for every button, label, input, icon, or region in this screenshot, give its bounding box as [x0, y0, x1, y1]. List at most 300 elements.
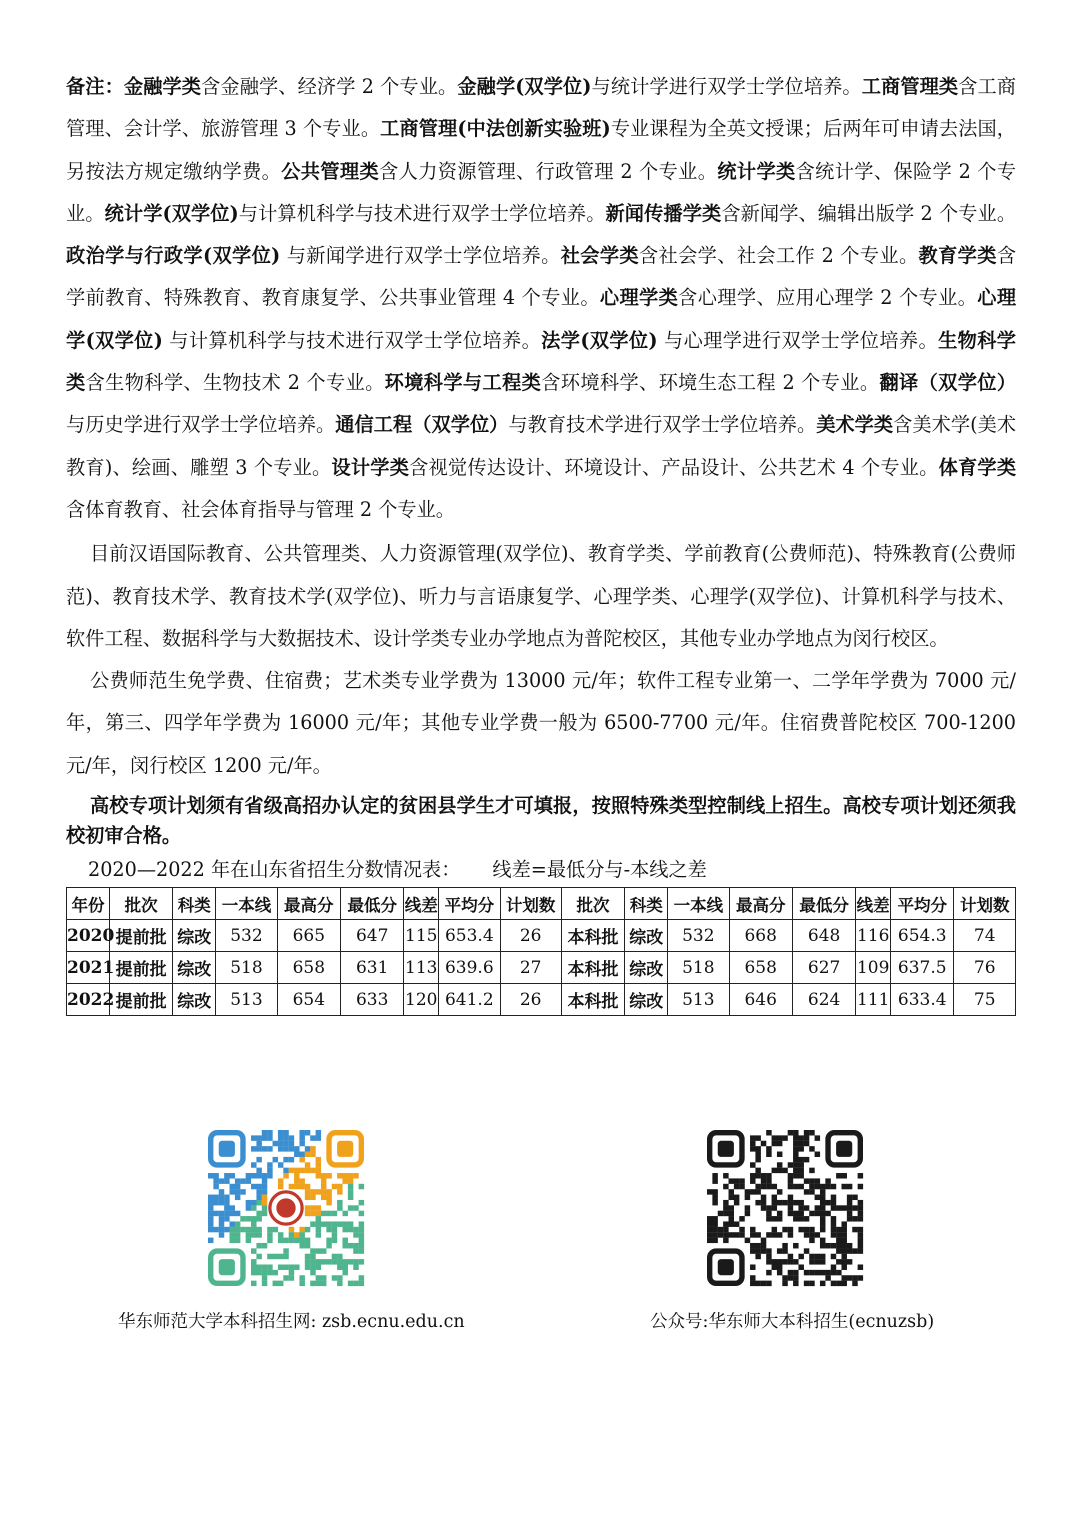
qr-module	[847, 1248, 852, 1253]
qr-module	[326, 1221, 331, 1226]
remark-term: 体育学类	[938, 455, 1017, 479]
qr-module	[847, 1205, 852, 1210]
remark-term: 统计学(双学位)	[104, 201, 239, 225]
qr-module	[831, 1221, 836, 1226]
qr-module	[798, 1141, 803, 1146]
qr-module	[219, 1195, 224, 1200]
qr-module	[841, 1275, 846, 1280]
qr-module	[278, 1141, 283, 1146]
qr-module	[332, 1227, 337, 1232]
qr-module	[745, 1189, 750, 1194]
qr-module	[772, 1141, 777, 1146]
qr-module	[831, 1200, 836, 1205]
qr-module	[213, 1200, 218, 1205]
qr-module	[788, 1173, 793, 1178]
remark-text: 含心理学、应用心理学 2 个专业。	[678, 286, 978, 310]
table-cell: 627	[792, 952, 855, 984]
table-title: 2020—2022 年在山东省招生分数情况表：	[88, 858, 461, 882]
qr-module	[342, 1173, 347, 1178]
qr-module	[262, 1211, 267, 1216]
qr-module	[815, 1259, 820, 1264]
qr-module	[353, 1227, 358, 1232]
qr-module	[745, 1238, 750, 1243]
qr-module	[251, 1281, 256, 1286]
qr-module	[305, 1205, 310, 1210]
qr-module	[788, 1259, 793, 1264]
qr-module	[321, 1178, 326, 1183]
qr-module	[804, 1189, 809, 1194]
qr-module	[289, 1135, 294, 1140]
qr-module	[299, 1152, 304, 1157]
qr-module	[299, 1168, 304, 1173]
remarks-paragraph	[66, 66, 1016, 531]
table-row	[67, 984, 1016, 1016]
qr-module	[766, 1211, 771, 1216]
remark-term: 统计学类	[717, 159, 796, 183]
qr-module	[766, 1259, 771, 1264]
qr-module	[766, 1281, 771, 1286]
qr-module	[230, 1205, 235, 1210]
remark-term: 社会学类	[560, 244, 639, 268]
qr-module	[750, 1173, 755, 1178]
qr-module	[256, 1243, 261, 1248]
qr-module	[213, 1211, 218, 1216]
qr-module	[213, 1173, 218, 1178]
qr-module	[230, 1227, 235, 1232]
table-cell: 633	[341, 984, 404, 1016]
qr-module	[342, 1270, 347, 1275]
remark-text: 与教育技术学进行双学士学位培养。	[508, 413, 817, 437]
qr-module	[256, 1135, 261, 1140]
qr-module	[208, 1173, 213, 1178]
qr-module	[235, 1195, 240, 1200]
qr-module	[256, 1173, 261, 1178]
remark-text: 含美术学(美术教育)、绘画、雕塑 3 个专业。	[66, 413, 1017, 479]
remark-text: 含新闻学、编辑出版学 2 个专业。	[721, 201, 1017, 225]
qr-module	[798, 1157, 803, 1162]
qr-module	[305, 1238, 310, 1243]
qr-module	[707, 1221, 712, 1226]
qr-module	[858, 1173, 863, 1178]
qr-module	[299, 1275, 304, 1280]
qr-module	[278, 1264, 283, 1269]
qr-module	[836, 1232, 841, 1237]
qr-module	[772, 1264, 777, 1269]
qr-module	[224, 1173, 229, 1178]
wechat-account-caption: 公众号:华东师大本科招生(ecnuzsb)	[650, 1312, 935, 1332]
qr-module	[321, 1281, 326, 1286]
qr-module	[788, 1200, 793, 1205]
qr-module	[804, 1135, 809, 1140]
qr-module	[267, 1270, 272, 1275]
qr-module	[707, 1216, 712, 1221]
remark-term: 工商管理(中法创新实验班)	[380, 117, 611, 141]
remark-term: 通信工程（双学位）	[335, 413, 509, 437]
qr-module	[353, 1205, 358, 1210]
qr-module	[820, 1200, 825, 1205]
qr-module	[273, 1227, 278, 1232]
qr-module	[359, 1238, 364, 1243]
qr-module	[305, 1189, 310, 1194]
qr-module	[342, 1238, 347, 1243]
qr-module	[723, 1221, 728, 1226]
qr-module	[316, 1130, 321, 1135]
qr-module	[337, 1200, 342, 1205]
qr-module	[858, 1264, 863, 1269]
qr-module	[793, 1259, 798, 1264]
qr-module	[337, 1189, 342, 1194]
table-cell: 647	[341, 920, 404, 952]
qr-module	[750, 1141, 755, 1146]
qr-module	[278, 1281, 283, 1286]
qr-module	[723, 1227, 728, 1232]
qr-module	[809, 1232, 814, 1237]
qr-module	[798, 1168, 803, 1173]
qr-module	[820, 1243, 825, 1248]
table-cell: 本科批	[561, 984, 624, 1016]
qr-module	[793, 1281, 798, 1286]
qr-module	[809, 1189, 814, 1194]
qr-module	[777, 1264, 782, 1269]
qr-module	[299, 1232, 304, 1237]
wechat-account-qr-code	[707, 1130, 863, 1286]
qr-module	[777, 1259, 782, 1264]
qr-module	[230, 1211, 235, 1216]
qr-module	[782, 1200, 787, 1205]
qr-module	[219, 1221, 224, 1226]
qr-module	[213, 1184, 218, 1189]
qr-module	[208, 1227, 213, 1232]
qr-module	[246, 1178, 251, 1183]
qr-module	[278, 1162, 283, 1167]
table-header-cell: 一本线	[668, 888, 729, 920]
qr-module	[310, 1264, 315, 1269]
qr-module	[723, 1211, 728, 1216]
qr-module	[283, 1146, 288, 1151]
qr-module	[326, 1200, 331, 1205]
qr-module	[235, 1184, 240, 1189]
qr-module	[766, 1248, 771, 1253]
qr-module	[305, 1130, 310, 1135]
table-header-cell: 计划数	[954, 888, 1016, 920]
qr-module	[836, 1248, 841, 1253]
qr-module	[841, 1184, 846, 1189]
qr-module	[256, 1200, 261, 1205]
remark-text: 与计算机科学与技术进行双学士学位培养。	[162, 328, 542, 352]
qr-module	[359, 1259, 364, 1264]
qr-module	[337, 1264, 342, 1269]
qr-module	[804, 1141, 809, 1146]
table-body	[67, 920, 1016, 1016]
qr-module	[310, 1146, 315, 1151]
qr-module	[262, 1270, 267, 1275]
qr-module	[793, 1275, 798, 1280]
qr-finder-center	[718, 1141, 734, 1157]
qr-module	[793, 1168, 798, 1173]
qr-module	[235, 1211, 240, 1216]
qr-module	[321, 1189, 326, 1194]
qr-module	[278, 1232, 283, 1237]
qr-module	[793, 1146, 798, 1151]
qr-module	[815, 1195, 820, 1200]
remark-term: 金融学(双学位)	[457, 75, 592, 98]
remark-term: 美术学类	[816, 413, 894, 437]
qr-module	[788, 1232, 793, 1237]
qr-module	[798, 1173, 803, 1178]
qr-module	[348, 1189, 353, 1194]
table-row	[67, 952, 1016, 984]
qr-module	[289, 1168, 294, 1173]
qr-module	[750, 1146, 755, 1151]
qr-module	[750, 1281, 755, 1286]
remark-term: 新闻传播学类	[605, 201, 722, 225]
qr-module	[777, 1216, 782, 1221]
qr-module	[788, 1254, 793, 1259]
table-header-cell: 科类	[625, 888, 668, 920]
qr-module	[342, 1178, 347, 1183]
qr-module	[251, 1173, 256, 1178]
qr-module	[782, 1243, 787, 1248]
table-cell: 综改	[625, 952, 668, 984]
qr-module	[321, 1221, 326, 1226]
table-cell: 641.2	[439, 984, 500, 1016]
qr-module	[246, 1200, 251, 1205]
table-cell: 653.4	[439, 920, 500, 952]
qr-module	[820, 1211, 825, 1216]
qr-module	[278, 1130, 283, 1135]
table-cell: 668	[729, 920, 792, 952]
table-header-cell: 年份	[67, 888, 110, 920]
qr-module	[729, 1178, 734, 1183]
qr-module	[294, 1238, 299, 1243]
qr-module	[294, 1184, 299, 1189]
qr-module	[262, 1146, 267, 1151]
qr-module	[251, 1216, 256, 1221]
qr-module	[858, 1238, 863, 1243]
qr-module	[299, 1141, 304, 1146]
qr-module	[798, 1264, 803, 1269]
qr-module	[772, 1227, 777, 1232]
remark-term: 法学(双学位)	[541, 328, 658, 352]
qr-module	[316, 1135, 321, 1140]
qr-module	[332, 1211, 337, 1216]
table-header-cell: 最低分	[792, 888, 855, 920]
qr-module	[847, 1259, 852, 1264]
qr-module	[251, 1146, 256, 1151]
qr-module	[299, 1157, 304, 1162]
qr-module	[761, 1248, 766, 1253]
table-cell: 26	[500, 920, 561, 952]
qr-module	[240, 1227, 245, 1232]
table-header-cell: 最低分	[341, 888, 404, 920]
qr-module	[359, 1281, 364, 1286]
qr-module	[798, 1216, 803, 1221]
qr-module	[305, 1254, 310, 1259]
table-cell: 2022	[67, 984, 110, 1016]
qr-module	[820, 1205, 825, 1210]
table-cell: 518	[668, 952, 729, 984]
qr-module	[766, 1184, 771, 1189]
qr-module	[847, 1275, 852, 1280]
qr-module	[316, 1259, 321, 1264]
qr-module	[858, 1232, 863, 1237]
qr-module	[804, 1270, 809, 1275]
table-cell: 综改	[173, 952, 216, 984]
qr-module	[294, 1232, 299, 1237]
table-cell: 532	[668, 920, 729, 952]
qr-module	[294, 1168, 299, 1173]
qr-module	[316, 1157, 321, 1162]
qr-module	[712, 1173, 717, 1178]
qr-module	[750, 1162, 755, 1167]
qr-module	[766, 1173, 771, 1178]
qr-module	[283, 1157, 288, 1162]
qr-module	[755, 1173, 760, 1178]
qr-module	[836, 1281, 841, 1286]
qr-module	[804, 1130, 809, 1135]
qr-module	[782, 1259, 787, 1264]
qr-module	[809, 1168, 814, 1173]
qr-module	[256, 1254, 261, 1259]
qr-module	[321, 1184, 326, 1189]
qr-module	[712, 1238, 717, 1243]
qr-module	[353, 1243, 358, 1248]
qr-module	[809, 1254, 814, 1259]
qr-module	[294, 1178, 299, 1183]
remark-text: 与新闻学进行双学士学位培养。	[280, 244, 561, 268]
qr-module	[793, 1157, 798, 1162]
qr-module	[299, 1130, 304, 1135]
qr-module	[310, 1168, 315, 1173]
qr-module	[788, 1184, 793, 1189]
qr-module	[858, 1200, 863, 1205]
qr-module	[219, 1216, 224, 1221]
admission-website-qr-code	[208, 1130, 364, 1286]
qr-module	[316, 1216, 321, 1221]
qr-module	[251, 1232, 256, 1237]
table-cell: 2020	[67, 920, 110, 952]
qr-module	[847, 1211, 852, 1216]
qr-module	[712, 1189, 717, 1194]
qr-module	[809, 1270, 814, 1275]
qr-module	[836, 1259, 841, 1264]
university-seal-center	[276, 1198, 295, 1217]
qr-module	[755, 1146, 760, 1151]
table-cell: 综改	[625, 984, 668, 1016]
qr-module	[766, 1232, 771, 1237]
qr-module	[316, 1281, 321, 1286]
qr-module	[332, 1254, 337, 1259]
qr-module	[348, 1173, 353, 1178]
table-cell: 本科批	[561, 920, 624, 952]
qr-module	[804, 1281, 809, 1286]
qr-module	[750, 1275, 755, 1280]
qr-module	[750, 1243, 755, 1248]
qr-module	[359, 1243, 364, 1248]
qr-module	[858, 1248, 863, 1253]
qr-module	[289, 1238, 294, 1243]
qr-module	[289, 1141, 294, 1146]
qr-module	[841, 1227, 846, 1232]
qr-module	[208, 1195, 213, 1200]
qr-module	[305, 1243, 310, 1248]
table-cell: 624	[792, 984, 855, 1016]
qr-module	[852, 1275, 857, 1280]
qr-module	[326, 1189, 331, 1194]
qr-module	[836, 1238, 841, 1243]
qr-module	[299, 1184, 304, 1189]
table-cell: 76	[954, 952, 1016, 984]
qr-module	[299, 1238, 304, 1243]
qr-module	[310, 1248, 315, 1253]
qr-module	[729, 1195, 734, 1200]
qr-module	[820, 1254, 825, 1259]
qr-module	[267, 1264, 272, 1269]
qr-module	[251, 1200, 256, 1205]
qr-module	[755, 1157, 760, 1162]
qr-module	[766, 1270, 771, 1275]
qr-module	[841, 1243, 846, 1248]
qr-module	[332, 1275, 337, 1280]
remark-term: 备注：	[66, 75, 124, 98]
qr-module	[224, 1211, 229, 1216]
qr-module	[788, 1162, 793, 1167]
qr-module	[772, 1195, 777, 1200]
qr-module	[267, 1173, 272, 1178]
qr-module	[825, 1184, 830, 1189]
admission-website-caption: 华东师范大学本科招生网: zsb.ecnu.edu.cn	[118, 1312, 465, 1332]
qr-module	[294, 1146, 299, 1151]
remark-term: 心理学类	[599, 286, 679, 310]
table-header-cell: 平均分	[891, 888, 954, 920]
table-cell: 648	[792, 920, 855, 952]
qr-module	[825, 1211, 830, 1216]
qr-module	[359, 1248, 364, 1253]
qr-module	[777, 1189, 782, 1194]
qr-module	[793, 1130, 798, 1135]
qr-module	[219, 1200, 224, 1205]
table-cell: 658	[277, 952, 340, 984]
qr-module	[310, 1221, 315, 1226]
qr-module	[750, 1264, 755, 1269]
qr-module	[734, 1178, 739, 1183]
qr-module	[788, 1195, 793, 1200]
table-cell: 109	[856, 952, 891, 984]
qr-module	[815, 1232, 820, 1237]
qr-module	[310, 1195, 315, 1200]
qr-module	[793, 1270, 798, 1275]
qr-module	[359, 1232, 364, 1237]
qr-module	[230, 1238, 235, 1243]
qr-module	[262, 1195, 267, 1200]
qr-module	[326, 1238, 331, 1243]
qr-module	[755, 1135, 760, 1140]
qr-module	[750, 1232, 755, 1237]
qr-module	[294, 1173, 299, 1178]
qr-module	[219, 1178, 224, 1183]
qr-module	[208, 1211, 213, 1216]
table-cell: 513	[216, 984, 277, 1016]
qr-module	[251, 1205, 256, 1210]
qr-module	[804, 1205, 809, 1210]
qr-module	[777, 1152, 782, 1157]
qr-module	[841, 1173, 846, 1178]
qr-module	[847, 1195, 852, 1200]
qr-module	[262, 1135, 267, 1140]
qr-module	[342, 1264, 347, 1269]
qr-module	[729, 1232, 734, 1237]
table-header-row	[67, 888, 1016, 920]
